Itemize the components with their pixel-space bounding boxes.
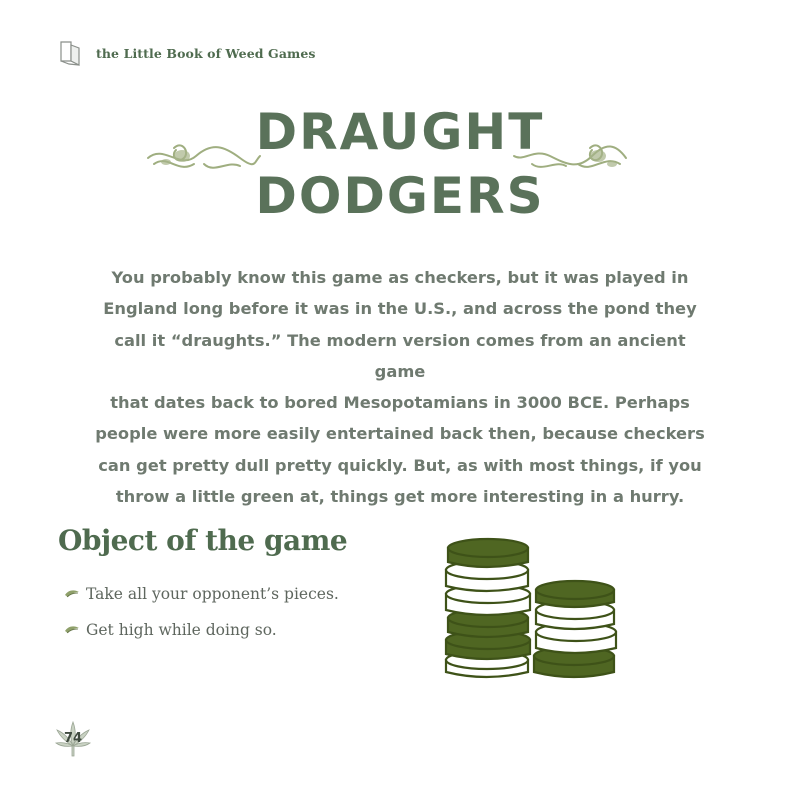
checker-stacks-icon bbox=[438, 536, 628, 684]
leaf-icon bbox=[64, 589, 80, 599]
intro-line: call it “draughts.” The modern version comes from an ancient game bbox=[114, 330, 686, 381]
section-heading: Object of the game bbox=[58, 524, 348, 557]
page-number: 74 bbox=[63, 731, 83, 746]
page-title bbox=[0, 100, 800, 228]
intro-paragraph bbox=[95, 262, 705, 512]
list-item-text: Take all your opponent’s pieces. bbox=[86, 585, 339, 603]
intro-line: that dates back to bored Mesopotamians in 3000 BCE. Perhaps bbox=[110, 393, 690, 413]
list-item-text: Get high while doing so. bbox=[86, 621, 277, 639]
list-item bbox=[64, 612, 339, 648]
title-line-1: DRAUGHT bbox=[255, 103, 545, 161]
book-icon bbox=[58, 40, 82, 66]
intro-line: people were more easily entertained back then, because checkers bbox=[95, 424, 705, 444]
page-number-badge bbox=[54, 720, 92, 758]
intro-line: You probably know this game as checkers, but it was played in bbox=[111, 268, 689, 287]
intro-line: England long before it was in the U.S., and across the pond they bbox=[103, 299, 697, 319]
object-list bbox=[64, 576, 339, 648]
running-head: the Little Book of Weed Games bbox=[96, 45, 316, 61]
leaf-icon bbox=[64, 625, 80, 635]
intro-line: throw a little green at, things get more interesting in a hurry. bbox=[115, 487, 685, 507]
list-item bbox=[64, 576, 339, 612]
intro-line: can get pretty dull pretty quickly. But, as with most things, if you bbox=[98, 455, 702, 475]
page-header bbox=[58, 38, 316, 68]
title-line-2: DODGERS bbox=[255, 167, 545, 225]
